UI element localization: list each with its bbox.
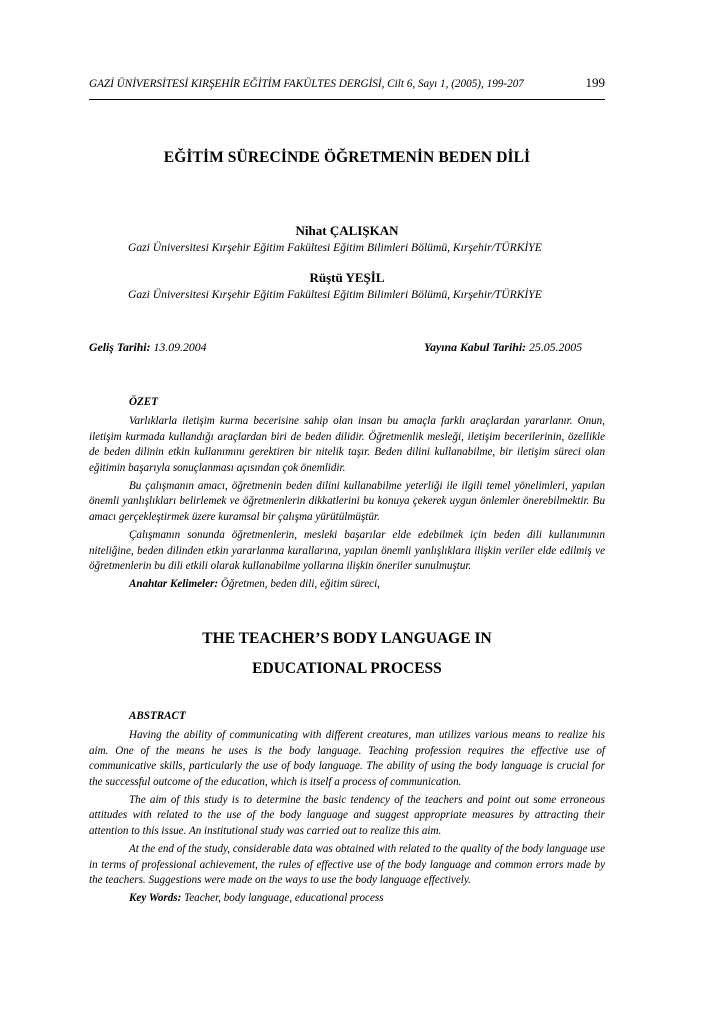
- abstract-heading: ABSTRACT: [129, 710, 186, 722]
- abstract-section: [89, 709, 605, 907]
- title-turkish: EĞİTİM SÜRECİNDE ÖĞRETMENİN BEDEN DİLİ: [163, 149, 531, 166]
- abstract-paragraph: The aim of this study is to determine the basic tendency of the teachers and point out some erroneous attitudes with related to the use of the body language and suggest appropriate measures by attracting their attention to this issue. An institutional study was carried out to realize this aim.: [89, 794, 605, 837]
- abstract-keywords: [129, 891, 605, 906]
- ozet-paragraph: Varlıklarla iletişim kurma becerisine sahip olan insan bu amaçla farklı araçlardan yararlanır. Onun, iletişim kurmada kullandığı araçlardan biri de beden dilidir. Öğretmenlik mesleği, iletişim becerilerinin, özellikle de beden dilinin etkin kullanımını gerektiren bir nitelik taşır. Beden dilini kullanabilme, bir iletişim süreci olan eğitimin başarıyla sonuçlanması açısından çok önemlidir.: [89, 415, 605, 474]
- accepted-label: Yayına Kabul Tarihi:: [424, 340, 527, 354]
- author-name-1: Nihat ÇALIŞKAN: [295, 223, 399, 238]
- accepted-date: [424, 340, 582, 355]
- ozet-keywords: [129, 577, 605, 592]
- abstract-paragraph: At the end of the study, considerable data was obtained with related to the quality of the body language use in terms of professional achievement, the rules of effective use of the body language and common errors made by the teachers. Suggestions were made on the ways to use the body language effectively.: [89, 843, 605, 887]
- header-rule: [89, 99, 605, 100]
- page-number: 199: [585, 75, 605, 90]
- received-date: [89, 340, 207, 354]
- abstract-keywords-label: Key Words:: [129, 892, 182, 905]
- author-affiliation-2: Gazi Üniversitesi Kırşehir Eğitim Fakültesi Eğitim Bilimleri Bölümü, Kırşehir/TÜRKİYE: [128, 288, 542, 301]
- author-name-2: Rüştü YEŞİL: [309, 270, 385, 285]
- title-english-line-1: THE TEACHER’S BODY LANGUAGE IN: [202, 630, 492, 647]
- article-dates: [89, 340, 605, 355]
- ozet-heading: ÖZET: [129, 396, 158, 408]
- abstract-keywords-value: Teacher, body language, educational process: [184, 892, 384, 905]
- received-value: 13.09.2004: [153, 340, 207, 354]
- ozet-paragraph: Bu çalışmanın amacı, öğretmenin beden dilini kullanabilme yeterliği ile ilgili temel yönelimleri, yapılan önemli yanlışlıkları belirlemek ve öğretmenlerin dikkatlerini bu konuya çekerek uygun önlemler önerebilmektir. Bu amacı gerçekleştirmek üzere kuramsal bir çalışma yürütülmüştür.: [89, 480, 605, 523]
- running-title: GAZİ ÜNİVERSİTESİ KIRŞEHİR EĞİTİM FAKÜLTES DERGİSİ, Cilt 6, Sayı 1, (2005), 199-207: [89, 78, 524, 90]
- ozet-section: [89, 395, 605, 593]
- accepted-value: 25.05.2005: [529, 340, 583, 354]
- ozet-paragraph: Çalışmanın sonunda öğretmenlerin, mesleki başarılar elde edebilmek için beden dili kullanımının niteliğine, beden dilinden etkin yararlanma kurallarına, yapılan önemli yanlışlıklara ilişkin veriler elde edilmiş ve öğretmenlerin bu dili etkili olarak kullanabilme yollarına ilişkin öneriler sunulmuştur.: [89, 529, 605, 573]
- title-english-line-2: EDUCATIONAL PROCESS: [252, 660, 442, 677]
- abstract-paragraph: Having the ability of communicating with different creatures, man utilizes various means to realize his aim. One of the means he uses is the body language. Teaching profession requires the effective use of communicative skills, particularly the use of body language. The ability of using the body language is crucial for the successful outcome of the education, which is itself a process of communication.: [89, 729, 605, 788]
- received-label: Geliş Tarihi:: [89, 340, 151, 354]
- ozet-keywords-label: Anahtar Kelimeler:: [129, 578, 219, 591]
- ozet-keywords-value: Öğretmen, beden dili, eğitim süreci,: [220, 578, 380, 591]
- author-affiliation-1: Gazi Üniversitesi Kırşehir Eğitim Fakültesi Eğitim Bilimleri Bölümü, Kırşehir/TÜRKİYE: [128, 241, 542, 254]
- running-header: [89, 75, 605, 90]
- title-english: [89, 624, 605, 684]
